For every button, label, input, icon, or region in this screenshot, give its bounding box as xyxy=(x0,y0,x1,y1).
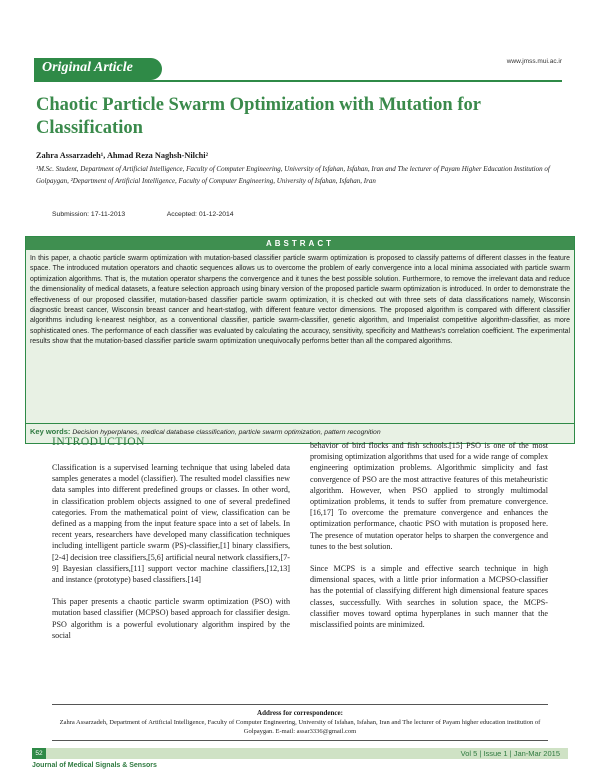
keywords-label: Key words: xyxy=(30,427,71,436)
author-list: Zahra Assarzadeh¹, Ahmad Reza Naghsh-Nilchi² xyxy=(36,151,209,160)
left-column xyxy=(52,462,290,652)
article-type-badge xyxy=(34,58,162,80)
keywords xyxy=(30,427,570,436)
abstract-heading: ABSTRACT xyxy=(26,237,574,250)
keywords-list: Decision hyperplanes, medical database classification, particle swarm optimization, pattern recognition xyxy=(72,429,381,436)
accepted-date: Accepted: 01-12-2014 xyxy=(166,211,234,218)
paper-title: Chaotic Particle Swarm Optimization with Mutation for Classification xyxy=(36,95,481,138)
correspondence-bottom-rule xyxy=(52,740,548,741)
paragraph: This paper presents a chaotic particle swarm optimization (PSO) with mutation based classifier (MCPSO) based approach for classifier design. PSO algorithm is a powerful evolutionary algorithm inspired by the social xyxy=(52,597,290,640)
volume-issue: Vol 5 | Issue 1 | Jan-Mar 2015 xyxy=(460,749,560,758)
header-rule xyxy=(34,80,562,82)
paragraph: Since MCPS is a simple and effective search technique in high dimensional spaces, with a little prior information a MCPSO-classifier has the potential of classifying different high dimensional feature spaces classes, successfully. With searches in solution space, the MCPS-classifier moves toward optima hyperplanes in such manner that the misclassified points are minimized. xyxy=(310,564,548,630)
paragraph: behavior of bird flocks and fish schools.[15] PSO is one of the most promising optimization algorithms that used for a wide range of complex engineering optimization problems. Algorithmic simplicity and fast convergence of PSO are the most attractive features of this metaheuristic algorithm. However, when PSO applied to strongly multimodal optimization problems, it tends to suffer from premature convergence.[16,17] To overcome the premature convergence and enhances the optimization performance, chaotic PSO with mutation is proposed here. The presence of mutation operator helps to sharpen the convergence and tunes to the best solution. xyxy=(310,441,548,551)
page-number: 52 xyxy=(32,748,46,759)
correspondence-top-rule xyxy=(52,704,548,705)
section-heading-introduction: INTRODUCTION xyxy=(52,436,145,448)
right-column xyxy=(310,440,548,641)
journal-url[interactable]: www.jmss.mui.ac.ir xyxy=(506,58,562,65)
correspondence-title: Address for correspondence: xyxy=(257,709,343,717)
article-type-label: Original Article xyxy=(42,60,133,75)
journal-name: Journal of Medical Signals & Sensors xyxy=(32,762,157,769)
abstract-divider xyxy=(26,423,574,424)
paragraph: Classification is a supervised learning technique that using labeled data samples generates a model (classifier). The resulted model classifies new data samples into different predefined groups or classes. In other word, in classification problem objects assigned to one of several predefined categories. From the mathematical point of view, classification can be defined as a mapping from the input feature space into a set of labels. In recent years, researchers have developed many classification techniques including intelligent particle swarm (PS)-classifier,[1] binary classifiers,[2-4] decision tree classifiers,[5,6] artificial neural network classifiers,[7-9] Bayesian classifiers,[11] support vector machine classifiers,[12,13] and instance (prototype) based classifiers.[14] xyxy=(52,463,290,585)
abstract-text: In this paper, a chaotic particle swarm optimization with mutation-based classifier particle swarm optimization is proposed to classify patterns of different classes in the feature space. The introduced mutation operators and chaotic sequences allows us to overcome the problem of early convergence into a local minima associated with particle swarm optimization algorithms. That is, the mutation operator sharpens the convergence and it tunes the best possible solution. Furthermore, to remove the irrelevant data and reduce the dimensionality of medical datasets, a feature selection approach using binary version of the proposed particle swarm optimization is introduced. In order to demonstrate the effectiveness of our proposed classifier, mutation-based classifier particle swarm optimization, it is checked out with three sets of data classifications namely, Wisconsin diagnostic breast cancer, Wisconsin breast cancer and heart-statlog, with different feature vector dimensions. The proposed algorithm is compared with different classifier algorithms including k-nearest neighbor, as a conventional classifier, particle swarm-classifier, genetic algorithm, and Imperialist competitive algorithm-classifier, as more sophisticated ones. The performance of each classifier was evaluated by calculating the accuracy, sensitivity, specificity and Matthews's correlation coefficient. The experimental results show that the mutation-based classifier particle swarm optimization unequivocally performs better than all the compared algorithms. xyxy=(30,255,570,346)
article-dates xyxy=(52,211,274,218)
submission-date: Submission: 17-11-2013 xyxy=(52,211,126,218)
correspondence-text: Zahra Assarzadeh, Department of Artificial Intelligence, Faculty of Computer Engineering, University of Isfahan, Isfahan, Iran and The lecturer of Payam higher education institution of Golpaygan. E-mail: assar3336@gmail.com xyxy=(59,719,541,735)
author-affiliations: ¹M.Sc. Student, Department of Artificial Intelligence, Faculty of Computer Engineering, University of Isfahan, Isfahan, Iran and The lecturer of Payam Higher Education Institution of Golpaygan, ²Department of Artificial Intelligence, Faculty of Computer Engineering, University of Isfahan, Isfahan, Iran xyxy=(36,165,550,185)
